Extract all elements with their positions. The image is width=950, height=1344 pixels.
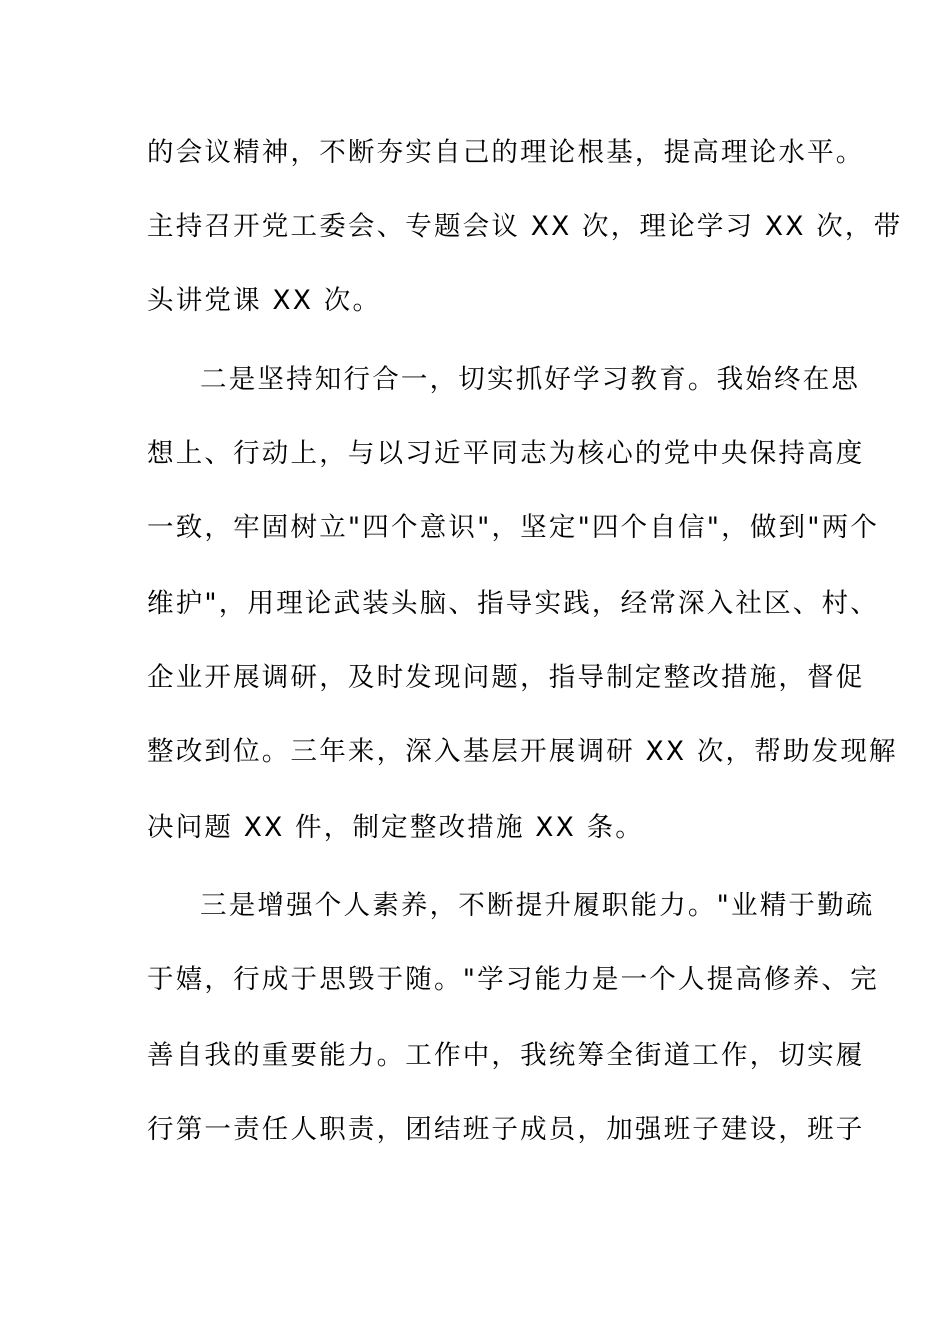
text-line: 一致，牢固树立"四个意识"，坚定"四个自信"，做到"两个 xyxy=(147,512,880,543)
text-line: 行第一责任人职责，团结班子成员，加强班子建设，班子 xyxy=(147,1114,865,1145)
text-line: 于嬉，行成于思毁于随。"学习能力是一个人提高修养、完 xyxy=(147,964,879,995)
text-line: 整改到位。三年来，深入基层开展调研 XX 次，帮助发现解 xyxy=(147,736,898,767)
text-line: 主持召开党工委会、专题会议 XX 次，理论学习 XX 次，带 xyxy=(147,211,903,242)
text-line: 善自我的重要能力。工作中，我统筹全街道工作，切实履 xyxy=(147,1040,865,1071)
text-line: 维护"，用理论武装头脑、指导实践，经常深入社区、村、 xyxy=(147,588,879,619)
text-line: 决问题 XX 件，制定整改措施 XX 条。 xyxy=(147,812,645,843)
text-line: 想上、行动上，与以习近平同志为核心的党中央保持高度 xyxy=(147,438,865,469)
text-line: 企业开展调研，及时发现问题，指导制定整改措施，督促 xyxy=(147,662,865,693)
text-line: 的会议精神，不断夯实自己的理论根基，提高理论水平。 xyxy=(147,137,865,168)
text-line: 三是增强个人素养，不断提升履职能力。"业精于勤疏 xyxy=(200,890,875,921)
text-line: 头讲党课 XX 次。 xyxy=(147,285,382,316)
text-line: 二是坚持知行合一，切实抓好学习教育。我始终在思 xyxy=(200,364,861,395)
